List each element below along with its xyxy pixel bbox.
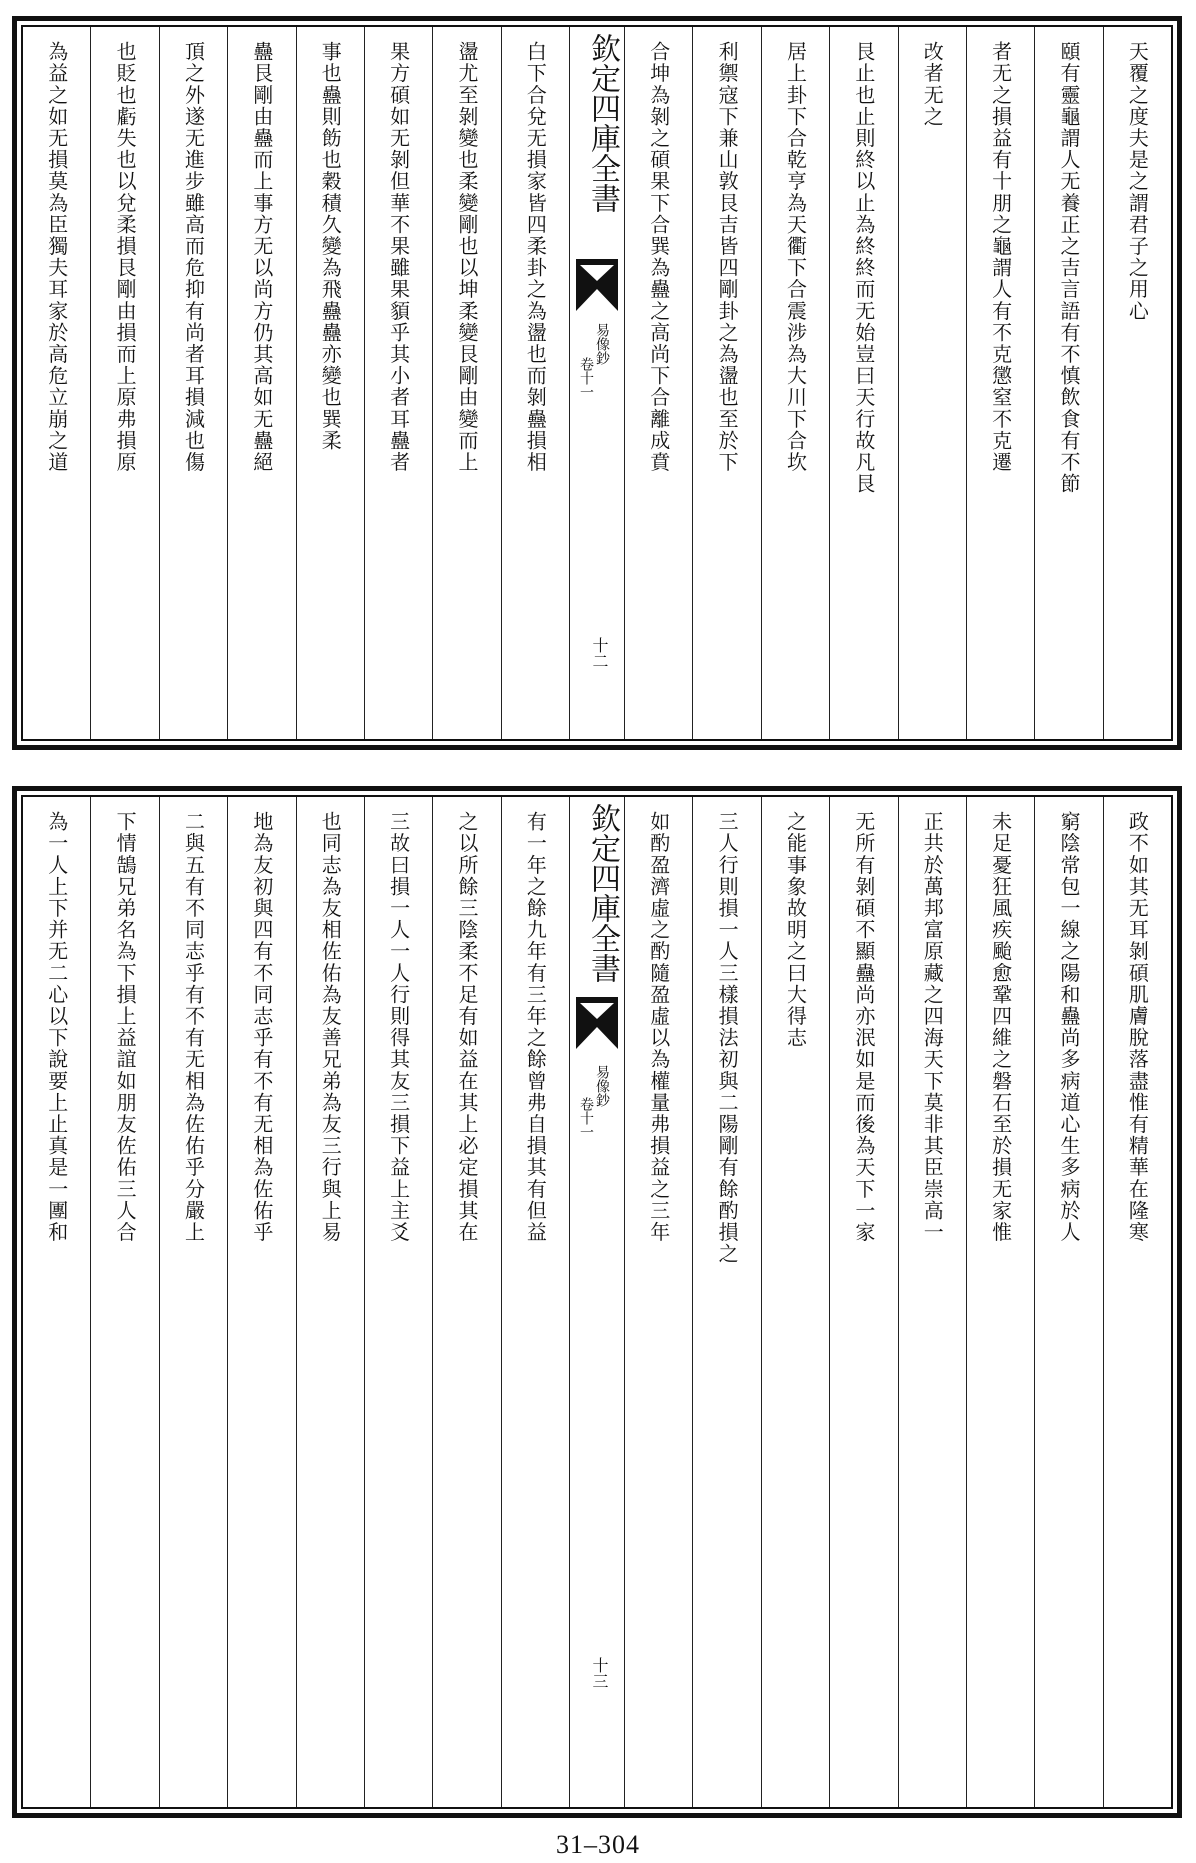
column-text: 利禦寇下兼山敦艮吉皆四剛卦之為盪也至於下: [715, 41, 740, 473]
bottom-page-panel: [12, 786, 1182, 1818]
text-column: [23, 27, 90, 739]
work-title: 易像鈔: [594, 323, 610, 365]
fish-tail-mark-icon: [576, 997, 618, 1049]
text-column: [966, 797, 1034, 1807]
top-page-columns: [23, 27, 1171, 739]
column-text: 也貶也虧失也以兌柔損艮剛由損而上原弗損原: [113, 41, 138, 473]
column-text: 也同志為友相佐佑為友善兄弟為友三行與上易: [318, 811, 343, 1243]
column-text: 盪尤至剝變也柔變剛也以坤柔變艮剛由變而上: [454, 41, 479, 473]
column-text: 地為友初與四有不同志乎有不有无相為佐佑乎: [249, 811, 274, 1243]
text-column: [898, 27, 966, 739]
column-text: 有一年之餘九年有三年之餘曾弗自損其有但益: [523, 811, 548, 1243]
column-text: 白下合兌无損家皆四柔卦之為盪也而剝蠱損相: [523, 41, 548, 473]
column-text: 政不如其无耳剝碩肌膚脫落盡惟有精華在隆寒: [1125, 811, 1150, 1243]
text-column: [364, 27, 432, 739]
text-column: [159, 797, 227, 1807]
text-column: [624, 797, 692, 1807]
column-text: 為益之如无損莫為臣獨夫耳家於高危立崩之道: [44, 41, 69, 473]
text-column: [364, 797, 432, 1807]
bottom-page-inner-border: [21, 795, 1173, 1809]
text-column: [829, 797, 897, 1807]
column-text: 者无之損益有十朋之龜謂人有不克懲窒不克遷: [988, 41, 1013, 473]
text-column: [227, 797, 295, 1807]
column-text: 正共於萬邦富原藏之四海天下莫非其臣崇高一: [920, 811, 945, 1243]
folio-number: 十三: [590, 1657, 609, 1689]
work-title: 易像鈔: [594, 1065, 610, 1107]
text-column: [23, 797, 90, 1807]
column-text: 之以所餘三陰柔不足有如益在其上必定損其在: [454, 811, 479, 1243]
top-page-inner-border: [21, 25, 1173, 741]
folio-number: 十二: [590, 637, 609, 669]
column-text: 果方碩如无剝但華不果雖果䫉乎其小者耳蠱者: [386, 41, 411, 473]
text-column: [296, 797, 364, 1807]
book-title: 欽定四庫全書: [585, 33, 620, 213]
column-text: 二與五有不同志乎有不有无相為佐佑乎分嚴上: [181, 811, 206, 1243]
center-fold-column: [569, 27, 624, 739]
column-text: 蠱艮剛由蠱而上事方无以尚方仍其高如无蠱絕: [249, 41, 274, 473]
bottom-page-columns: [23, 797, 1171, 1807]
column-text: 天覆之度夫是之謂君子之用心: [1125, 41, 1150, 322]
column-text: 下情鵠兄弟名為下損上益誼如朋友佐佑三人合: [113, 811, 138, 1243]
column-text: 為一人上下并无二心以下說要上止真是一團和: [44, 811, 69, 1243]
text-column: [1034, 27, 1102, 739]
column-text: 三故曰損一人一人行則得其友三損下益上主爻: [386, 811, 411, 1243]
fish-tail-mark-icon: [576, 259, 618, 311]
text-column: [296, 27, 364, 739]
page-number: 31–304: [556, 1830, 640, 1859]
text-column: [90, 797, 158, 1807]
text-column: [966, 27, 1034, 739]
text-column: [898, 797, 966, 1807]
text-column: [829, 27, 897, 739]
column-text: 如酌盈濟虛之酌隨盈虛以為權量弗損益之三年: [646, 811, 671, 1243]
column-text: 无所有剝碩不顯蠱尚亦泯如是而後為天下一家: [851, 811, 876, 1243]
text-column: [90, 27, 158, 739]
column-text: 艮止也止則終以止為終終而无始豈曰天行故凡艮: [851, 41, 876, 495]
text-column: [1034, 797, 1102, 1807]
text-column: [692, 27, 760, 739]
text-column: [227, 27, 295, 739]
column-text: 未足憂狂風疾颱愈鞏四維之磐石至於損无家惟: [988, 811, 1013, 1243]
text-column: [692, 797, 760, 1807]
column-text: 頤有靈龜謂人无養正之吉言語有不慎飲食有不節: [1056, 41, 1081, 495]
top-page-panel: [12, 16, 1182, 750]
text-column: [1103, 27, 1171, 739]
column-text: 合坤為剝之碩果下合巽為蠱之高尚下合離成賁: [646, 41, 671, 473]
column-text: 頂之外遂无進步雖高而危抑有尚者耳損減也傷: [181, 41, 206, 473]
text-column: [432, 797, 500, 1807]
text-column: [501, 797, 569, 1807]
text-column: [501, 27, 569, 739]
text-column: [1103, 797, 1171, 1807]
volume-label: 卷十一: [578, 1097, 594, 1139]
text-column: [432, 27, 500, 739]
text-column: [761, 27, 829, 739]
column-text: 居上卦下合乾亨為天衢下合震涉為大川下合坎: [783, 41, 808, 473]
center-fold-column: [569, 797, 624, 1807]
column-text: 改者无之: [920, 41, 945, 128]
column-text: 之能事象故明之曰大得志: [783, 811, 808, 1049]
column-text: 三人行則損一人三樣損法初與二陽剛有餘酌損之: [715, 811, 740, 1265]
text-column: [761, 797, 829, 1807]
column-text: 窮陰常包一線之陽和蠱尚多病道心生多病於人: [1056, 811, 1081, 1243]
column-text: 事也蠱則飭也穀積久變為飛蠱蠱亦變也巽柔: [318, 41, 343, 452]
book-title: 欽定四庫全書: [585, 803, 620, 983]
text-column: [159, 27, 227, 739]
text-column: [624, 27, 692, 739]
volume-label: 卷十一: [578, 357, 594, 399]
